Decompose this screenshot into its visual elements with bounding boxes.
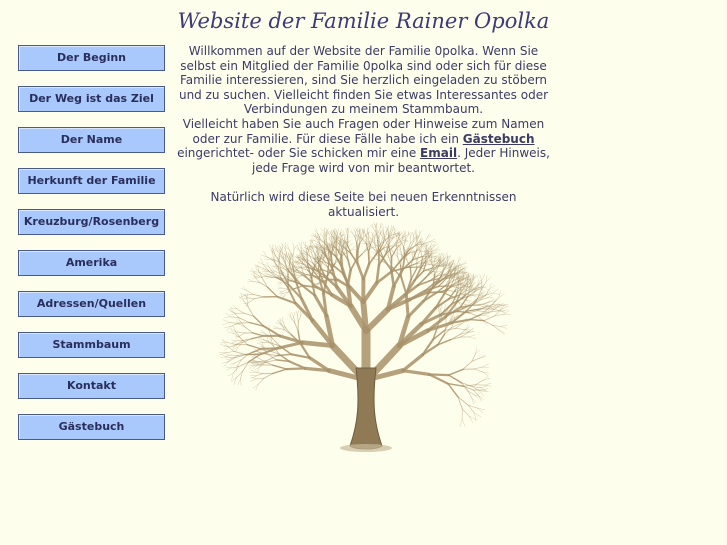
nav-item-der-weg-ist-das-ziel[interactable]: Der Weg ist das Ziel bbox=[18, 86, 165, 112]
questions-paragraph: Vielleicht haben Sie auch Fragen oder Hinweise zum Namen oder zur Familie. Für diese Fälle habe ich ein Gästebuch eingerichtet- oder Sie schicken mir eine Email. Jeder Hinweis, jede Frage wird von mir beantwortet. bbox=[177, 116, 550, 175]
page-title: Website der Familie Rainer Opolka bbox=[177, 9, 550, 33]
email-link[interactable]: Email bbox=[420, 146, 458, 161]
tree-ground-shadow bbox=[340, 444, 392, 452]
nav-item-der-beginn[interactable]: Der Beginn bbox=[18, 45, 165, 71]
update-note: Natürlich wird diese Seite bei neuen Erkenntnissen aktualisiert. bbox=[210, 189, 517, 219]
tree-trunk bbox=[350, 368, 382, 449]
nav-item-adressen-quellen[interactable]: Adressen/Quellen bbox=[18, 291, 165, 317]
main-nav bbox=[18, 45, 165, 455]
nav-item-der-name[interactable]: Der Name bbox=[18, 127, 165, 153]
tree-illustration-icon bbox=[180, 188, 550, 468]
welcome-paragraph: Willkommen auf der Website der Familie 0polka. Wenn Sie selbst ein Mitglied der Familie 0polka sind oder sich für diese Familie interessieren, sind Sie herzlich eingeladen zu stöbern und zu suchen. Vielleicht finden Sie etwas Interessantes oder Verbindungen zu meinem Stammbaum. bbox=[178, 44, 549, 117]
nav-item-kontakt[interactable]: Kontakt bbox=[18, 373, 165, 399]
welcome-text bbox=[176, 44, 551, 219]
nav-item-herkunft-der-familie[interactable]: Herkunft der Familie bbox=[18, 168, 165, 194]
guestbook-link[interactable]: Gästebuch bbox=[462, 131, 535, 146]
nav-item-amerika[interactable]: Amerika bbox=[18, 250, 165, 276]
nav-item-gaestebuch[interactable]: Gästebuch bbox=[18, 414, 165, 440]
nav-item-kreuzburg-rosenberg[interactable]: Kreuzburg/Rosenberg bbox=[18, 209, 165, 235]
nav-item-stammbaum[interactable]: Stammbaum bbox=[18, 332, 165, 358]
